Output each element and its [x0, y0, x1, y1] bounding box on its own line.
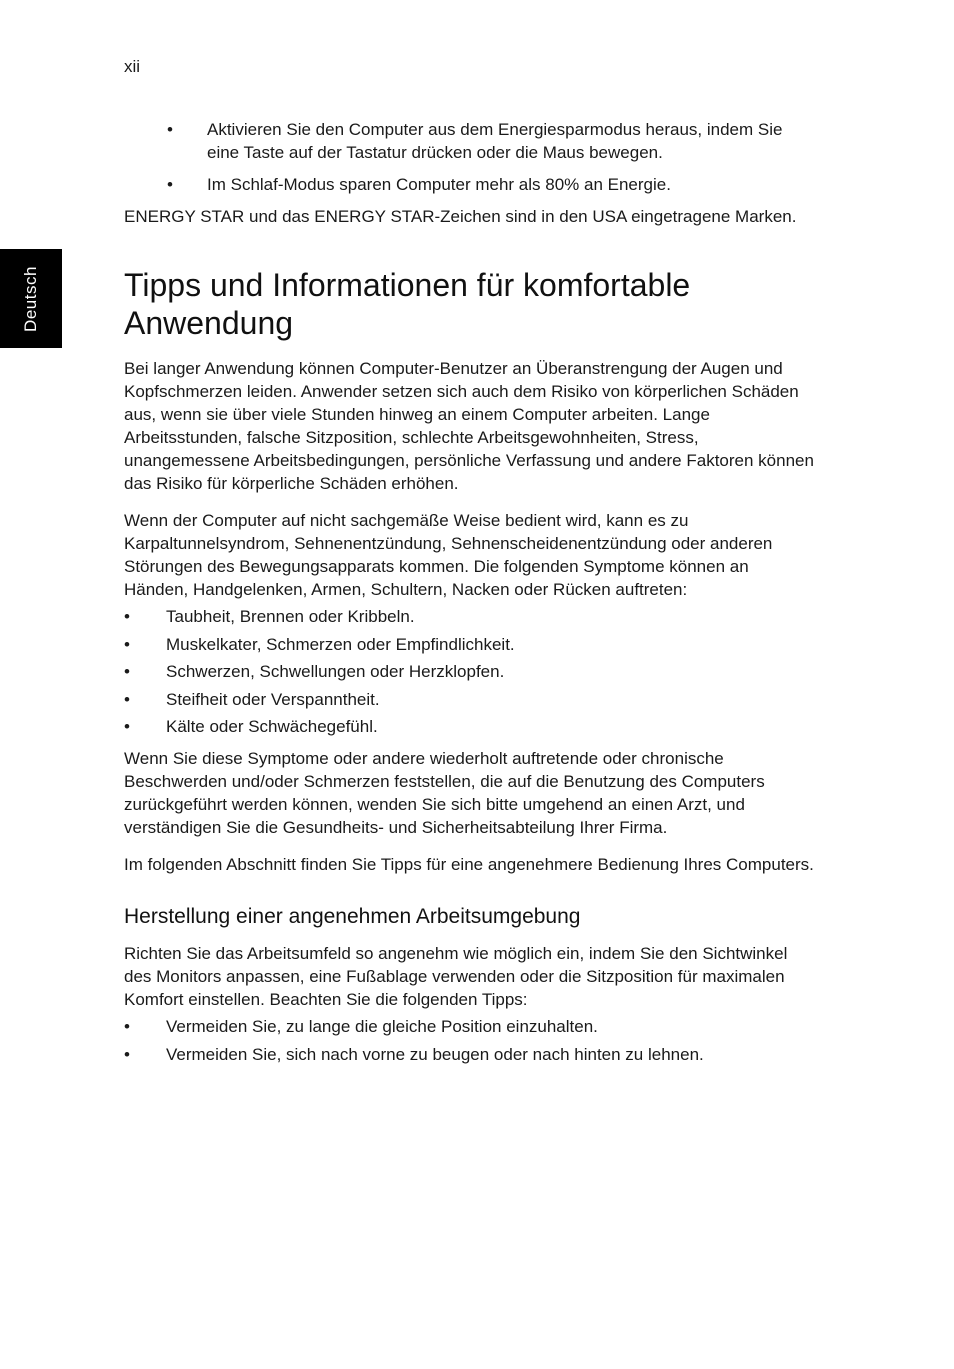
- tips-intro-paragraph: Im folgenden Abschnitt finden Sie Tipps für eine angenehmere Bedienung Ihres Computers.: [124, 855, 814, 875]
- list-item: [124, 605, 814, 628]
- bullet-glyph: •: [124, 689, 130, 709]
- bullet-glyph: •: [167, 175, 173, 194]
- bullet-glyph: •: [124, 717, 130, 737]
- bullet-glyph: •: [124, 1044, 130, 1064]
- energy-bullet-list: [124, 118, 814, 196]
- list-item: [124, 173, 814, 196]
- page-content: [124, 118, 814, 1071]
- list-item-text: Steifheit oder Verspanntheit.: [166, 689, 380, 709]
- list-item: [124, 688, 814, 711]
- bullet-glyph: •: [124, 662, 130, 682]
- list-item-text: Schwerzen, Schwellungen oder Herzklopfen.: [166, 662, 505, 682]
- section-title: Tipps und Informationen für komfortable Anwendung: [124, 267, 691, 341]
- symptoms-list: [124, 605, 814, 738]
- list-item-text: Kälte oder Schwächegefühl.: [166, 717, 378, 737]
- list-item-text: Im Schlaf-Modus sparen Computer mehr als 80% an Energie.: [207, 175, 671, 194]
- workspace-paragraph: Richten Sie das Arbeitsumfeld so angenehm wie möglich ein, indem Sie den Sichtwinkel des Monitors anpassen, eine Fußablage verwenden oder die Sitzposition für maximalen Komfort einstellen. Beachten Sie die folgenden Tipps:: [124, 944, 788, 1010]
- list-item: [124, 1015, 814, 1038]
- language-side-tab: [0, 249, 62, 348]
- list-item: [124, 118, 814, 164]
- subsection-title: Herstellung einer angenehmen Arbeitsumgebung: [124, 905, 581, 929]
- list-item-text: Muskelkater, Schmerzen oder Empfindlichkeit.: [166, 634, 515, 654]
- list-item-text: Vermeiden Sie, sich nach vorne zu beugen oder nach hinten zu lehnen.: [166, 1044, 704, 1064]
- list-item: [124, 715, 814, 738]
- list-item-text: Aktivieren Sie den Computer aus dem Energiesparmodus heraus, indem Sie eine Taste auf der Tastatur drücken oder die Maus bewegen.: [207, 120, 783, 162]
- bullet-glyph: •: [167, 120, 173, 139]
- list-item-text: Vermeiden Sie, zu lange die gleiche Position einzuhalten.: [166, 1017, 598, 1037]
- bullet-glyph: •: [124, 634, 130, 654]
- tips-list: [124, 1015, 814, 1066]
- language-label: Deutsch: [21, 265, 40, 332]
- symptoms-intro-paragraph: Wenn der Computer auf nicht sachgemäße Weise bedient wird, kann es zu Karpaltunnelsyndrom, Sehnenentzündung, Sehnenscheidenentzündung oder anderen Störungen des Bewegungsapparats kommen. Die folgenden Symptome können an Händen, Handgelenken, Armen, Schultern, Nacken oder Rücken auftreten:: [124, 511, 773, 599]
- page-number: xii: [124, 57, 141, 76]
- intro-paragraph: Bei langer Anwendung können Computer-Benutzer an Überanstrengung der Augen und Kopfschmerzen leiden. Anwender setzen sich auch dem Risiko von körperlichen Schäden aus, wenn sie über viele Stunden hinweg an einem Computer arbeiten. Lange Arbeitsstunden, falsche Sitzposition, schlechte Arbeitsgewohnheiten, Stress, unangemessene Arbeitsbedingungen, persönliche Verfassung und andere Faktoren können das Risiko für körperliche Schäden erhöhen.: [124, 359, 814, 493]
- bullet-glyph: •: [124, 1017, 130, 1037]
- list-item: [124, 633, 814, 656]
- list-item-text: Taubheit, Brennen oder Kribbeln.: [166, 607, 415, 626]
- energy-star-note: ENERGY STAR und das ENERGY STAR-Zeichen sind in den USA eingetragene Marken.: [124, 207, 797, 226]
- list-item: [124, 1043, 814, 1066]
- bullet-glyph: •: [124, 607, 130, 626]
- list-item: [124, 660, 814, 683]
- doctor-advice-paragraph: Wenn Sie diese Symptome oder andere wiederholt auftretende oder chronische Beschwerden und/oder Schmerzen feststellen, die auf die Benutzung des Computers zurückgeführt werden können, wenden Sie sich bitte umgehend an einen Arzt, und verständigen Sie die Gesundheits- und Sicherheitsabteilung Ihrer Firma.: [124, 749, 765, 838]
